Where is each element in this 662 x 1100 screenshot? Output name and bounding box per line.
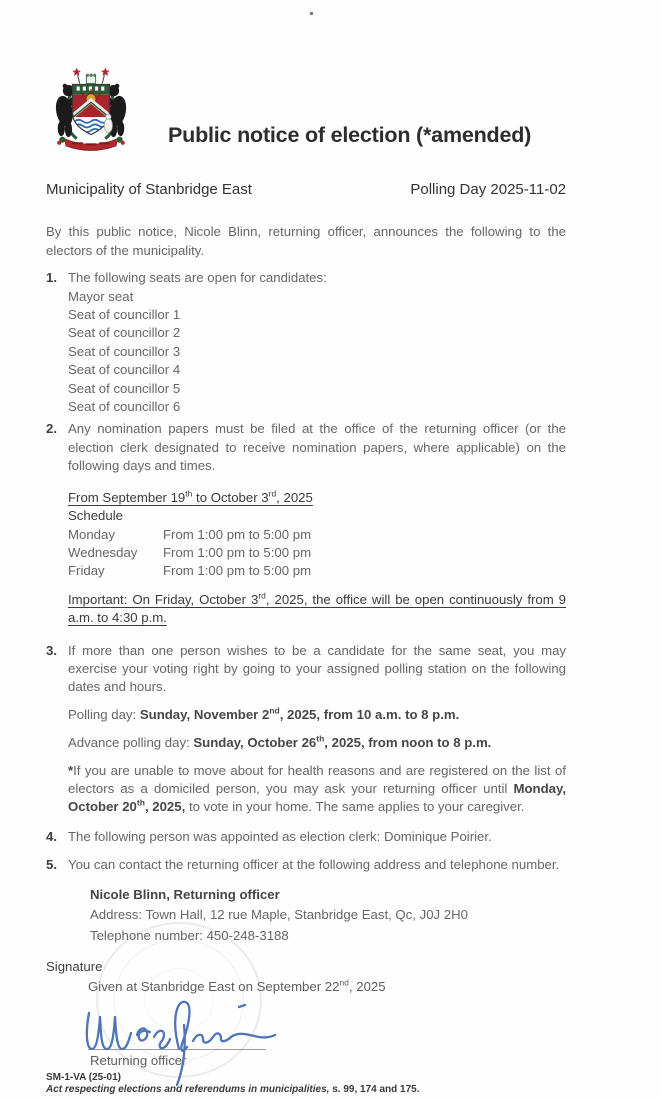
seat-row: Seat of councillor 4 xyxy=(68,362,181,378)
health-note: *If you are unable to move about for health reasons and are registered on the list of electors as a domiciled person, you may ask your returning officer until Monday, October 20th, 2025, to vote in your home. The same applies to your caregiver. xyxy=(68,762,566,815)
item-number: 5. xyxy=(46,857,57,873)
important-note: Important: On Friday, October 3rd, 2025, the office will be open continuously from 9 a.m. to 4:30 p.m. xyxy=(68,590,566,626)
schedule-day: Wednesday xyxy=(68,544,138,560)
intro-paragraph: By this public notice, Nicole Blinn, returning officer, announces the following to the electors of the municipality. xyxy=(46,224,566,258)
signature-label: Signature xyxy=(46,958,103,974)
list-item-election-clerk xyxy=(46,828,566,846)
contact-phone: Telephone number: 450-248-3188 xyxy=(90,928,289,944)
open-seats-text: The following seats are open for candidates: xyxy=(68,270,327,286)
item-number: 2. xyxy=(46,421,57,437)
seat-row: Seat of councillor 6 xyxy=(68,399,181,415)
form-code: SM-1-VA (25-01) xyxy=(46,1071,122,1083)
nomination-period-heading: From September 19th to October 3rd, 2025 xyxy=(68,488,313,505)
advance-polling-line: Advance polling day: Sunday, October 26th, 2025, from noon to 8 p.m. xyxy=(68,733,492,751)
list-item-open-seats xyxy=(46,269,566,416)
polling-intro-text: If more than one person wishes to be a candidate for the same seat, you may exercise your voting right by going to your assigned polling station on the following dates and hours. xyxy=(68,642,566,695)
seat-row: Seat of councillor 5 xyxy=(68,380,181,396)
item-number: 3. xyxy=(46,642,57,658)
nominations-text: Any nomination papers must be filed at the office of the returning officer (or the election clerk designated to receive nomination papers, where applicable) on the following days and times. xyxy=(68,421,566,474)
item-body xyxy=(68,642,566,817)
seat-row: Seat of councillor 3 xyxy=(68,343,181,359)
seat-row: Mayor seat xyxy=(68,288,134,304)
signature-role: Returning officer xyxy=(90,1052,187,1068)
item-body xyxy=(68,420,566,627)
subheader xyxy=(46,181,566,199)
item-number: 1. xyxy=(46,270,57,286)
seat-row: Seat of councillor 2 xyxy=(68,325,181,341)
given-at-line: Given at Stanbridge East on September 22nd, 2025 xyxy=(88,978,386,995)
schedule-hours: From 1:00 pm to 5:00 pm xyxy=(163,526,312,542)
contact-address: Address: Town Hall, 12 rue Maple, Stanbridge East, Qc, J0J 2H0 xyxy=(90,907,468,923)
list-item-contact xyxy=(46,856,566,874)
clerk-text: The following person was appointed as election clerk: Dominique Poirier. xyxy=(68,828,492,844)
returning-officer-name: Nicole Blinn, Returning officer xyxy=(90,886,280,902)
act-reference: Act respecting elections and referendums in municipalities, s. 99, 174 and 175. xyxy=(46,1084,420,1096)
seat-row: Seat of councillor 1 xyxy=(68,307,181,323)
contact-block xyxy=(90,885,566,947)
contact-intro-text: You can contact the returning officer at the following address and telephone number. xyxy=(68,857,560,873)
item-number: 4. xyxy=(46,828,57,844)
schedule-hours: From 1:00 pm to 5:00 pm xyxy=(163,563,312,579)
list-item-nominations xyxy=(46,420,566,627)
page-title: Public notice of election (*amended) xyxy=(168,123,532,147)
polling-day-label: Polling Day 2025-11-02 xyxy=(410,181,566,198)
schedule-row xyxy=(68,526,566,544)
schedule-hours: From 1:00 pm to 5:00 pm xyxy=(163,544,312,560)
signature-area xyxy=(88,997,566,1069)
schedule-day: Monday xyxy=(68,526,115,542)
handwritten-signature xyxy=(82,985,292,1089)
polling-day-line: Polling day: Sunday, November 2nd, 2025, from 10 a.m. to 8 p.m. xyxy=(68,705,460,722)
schedule-row xyxy=(68,562,566,580)
list-item-polling xyxy=(46,642,566,817)
item-body xyxy=(68,269,566,416)
schedule-row xyxy=(68,544,566,562)
schedule-day: Friday xyxy=(68,563,105,579)
schedule-label: Schedule xyxy=(68,508,123,524)
municipality-name: Municipality of Stanbridge East xyxy=(46,181,252,198)
